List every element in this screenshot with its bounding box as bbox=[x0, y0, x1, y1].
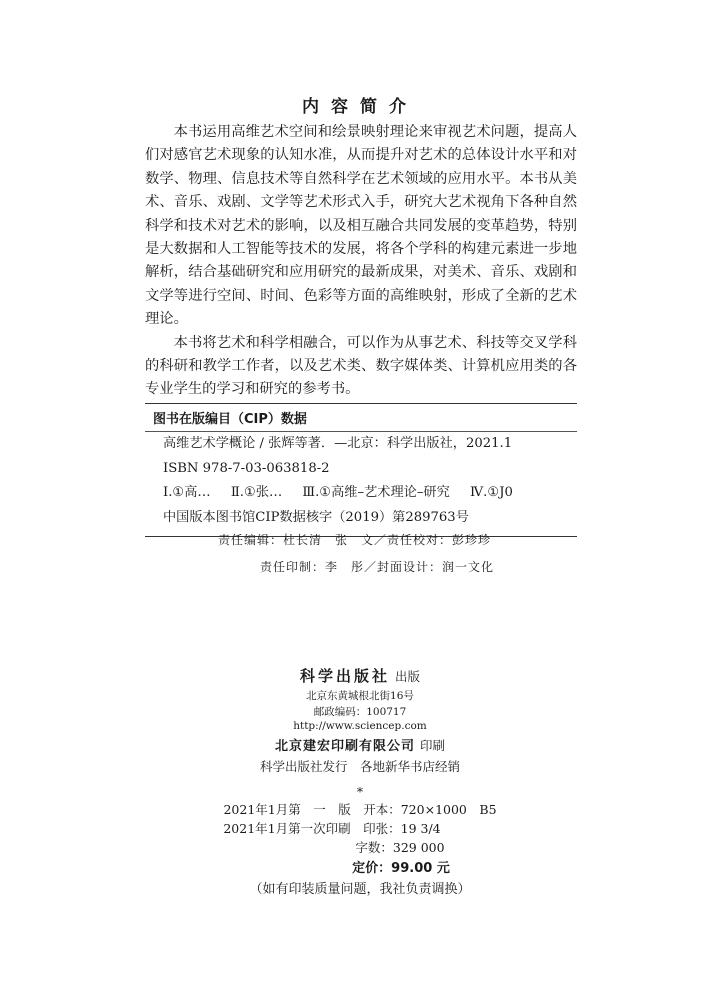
printing-line: 2021年1月第一次印刷 印张：19 3/4 bbox=[223, 821, 441, 836]
quality-notice: （如有印装质量问题，我社负责调换） bbox=[249, 882, 471, 897]
summary-paragraph-1: 本书运用高维艺术空间和绘景映射理论来审视艺术问题，提高人们对感官艺术现象的认知水准，从而提升对艺术的总体设计水平和对数学、物理、信息技术等自然科学在艺术领域的应用水平。本书从美术、音乐、戏剧、文学等艺术形式入手，研究大艺术视角下各种自然科学和技术对艺术的影响，以及相互融合共同发展的变革趋势，特别是大数据和人工智能等技术的发展，将各个学科的构建元素进一步地解析，结合基础研究和应用研究的最新成果，对美术、音乐、戏剧和文学等进行空间、时间、色彩等方面的高维映射，形成了全新的艺术理论。 bbox=[145, 124, 577, 328]
cip-title-line: 高维艺术学概论 / 张辉等著．—北京：科学出版社，2021.1 bbox=[163, 436, 513, 451]
publisher-line bbox=[0, 665, 720, 686]
publisher-postcode: 邮政编码：100717 bbox=[313, 706, 407, 718]
cip-classification bbox=[145, 481, 577, 506]
summary-body bbox=[145, 121, 577, 402]
price-line bbox=[0, 857, 720, 876]
cip-class-3: Ⅲ.①高维–艺术理论–研究 bbox=[302, 485, 450, 500]
cip-class-1: Ⅰ.①高… bbox=[163, 485, 211, 500]
publisher-name: 科学出版社 bbox=[299, 667, 390, 685]
printing-credits: 责任印制：李 彤／封面设计：润一文化 bbox=[260, 560, 495, 574]
publisher-suffix: 出版 bbox=[395, 669, 421, 684]
cip-record-number: 中国版本图书馆CIP数据核字（2019）第289763号 bbox=[163, 509, 469, 525]
price-value: 定价：99.00 元 bbox=[352, 861, 450, 876]
cip-isbn: ISBN 978-7-03-063818-2 bbox=[163, 460, 330, 476]
separator-star: * bbox=[356, 784, 364, 799]
editor-credits: 责任编辑：杜长清 张 文／责任校对：彭珍珍 bbox=[218, 533, 492, 547]
summary-paragraph-2: 本书将艺术和科学相融合，可以作为从事艺术、科技等交叉学科的科研和教学工作者，以及艺术类、数字媒体类、计算机应用类的各专业学生的学习和研究的参考书。 bbox=[145, 334, 577, 398]
cip-class-2: Ⅱ.①张… bbox=[230, 485, 283, 500]
printer-line bbox=[0, 735, 720, 754]
cip-heading: 图书在版编目（CIP）数据 bbox=[145, 408, 577, 432]
publisher-address: 北京东黄城根北街16号 bbox=[306, 690, 414, 702]
cip-data-box bbox=[145, 403, 577, 537]
printer-name: 北京建宏印刷有限公司 bbox=[274, 739, 415, 754]
word-count: 字数：329 000 bbox=[355, 840, 445, 855]
printer-suffix: 印刷 bbox=[420, 738, 446, 753]
edition-line: 2021年1月第 一 版 开本：720×1000 B5 bbox=[223, 802, 497, 817]
summary-title: 内容简介 bbox=[302, 97, 418, 117]
distribution-line: 科学出版社发行 各地新华书店经销 bbox=[259, 759, 460, 774]
cip-class-4: Ⅳ.①J0 bbox=[470, 485, 513, 500]
publisher-url: http://www.sciencep.com bbox=[293, 720, 427, 732]
